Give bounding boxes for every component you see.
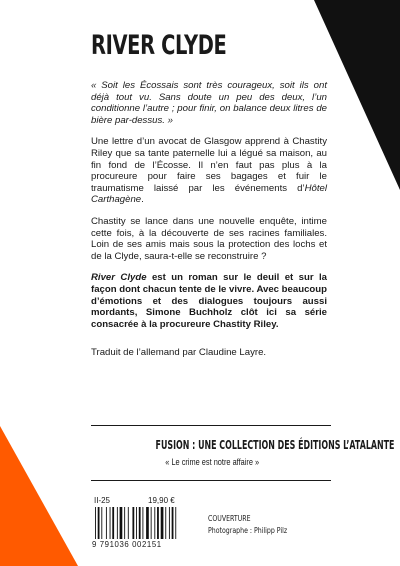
summary-paragraph-2: Chastity se lance dans une nouvelle enquête, intime cette fois, à la découverte de ses racines familiales. Loin de ses amis mais sous la protection des lochs et de la Clyde, saura-t-elle se reconstruire ? — [91, 215, 327, 262]
price: 19,90 € — [148, 496, 175, 505]
summary-text-end: . — [141, 194, 144, 206]
summary-paragraph-1 — [91, 136, 327, 206]
summary-text-bold: est un roman sur le deuil et sur la façon dont chacun tente de le vivre. Avec beaucoup d’émotions et des dialogues toujours aussi mordants, Simone Buchholz clôt ici sa série consacrée à la procureure Chastity Riley. — [91, 272, 327, 330]
collection-text: : UNE COLLECTION DES ÉDITIONS L’ATALANTE — [189, 438, 395, 452]
barcode-icon — [94, 507, 186, 539]
divider-top — [91, 425, 331, 426]
isbn-digits: 9 791036 002151 — [92, 540, 162, 549]
collection-banner — [94, 438, 395, 452]
divider-bottom — [91, 480, 331, 481]
catalog-code: II-25 — [94, 496, 111, 505]
cover-label: COUVERTURE — [208, 514, 251, 523]
collection-brand: FUSION — [155, 438, 190, 452]
quote-paragraph: « Soit les Écossais sont très courageux, soit ils ont déjà tout vu. Sans doute un peu des deux, l’un conditionne l’autre ; pour finir, on balance deux litres de bière par-dessus. » — [91, 80, 327, 126]
tagline-text: « Le crime est notre affaire » — [165, 457, 259, 467]
back-cover-text — [91, 80, 327, 369]
summary-paragraph-3 — [91, 272, 327, 330]
book-reference: Hôtel Carthagène — [91, 182, 327, 206]
book-title: RIVER CLYDE — [91, 30, 227, 61]
translator-credit: Traduit de l’allemand par Claudine Layre. — [91, 347, 267, 359]
collection-tagline — [94, 457, 330, 467]
summary-text: Une lettre d’un avocat de Glasgow apprend à Chastity Riley que sa tante paternelle lui a légué sa maison, au fin fond de l’Écosse. Il n’en faut pas plus à la procureure pour faire ses bagages et fuir le traumatisme laissé par les événements d’ — [91, 136, 327, 194]
photo-credit: Photographe : Philipp Pilz — [208, 526, 288, 535]
book-title-inline: River Clyde — [91, 272, 147, 284]
orange-corner-shape — [0, 426, 78, 566]
